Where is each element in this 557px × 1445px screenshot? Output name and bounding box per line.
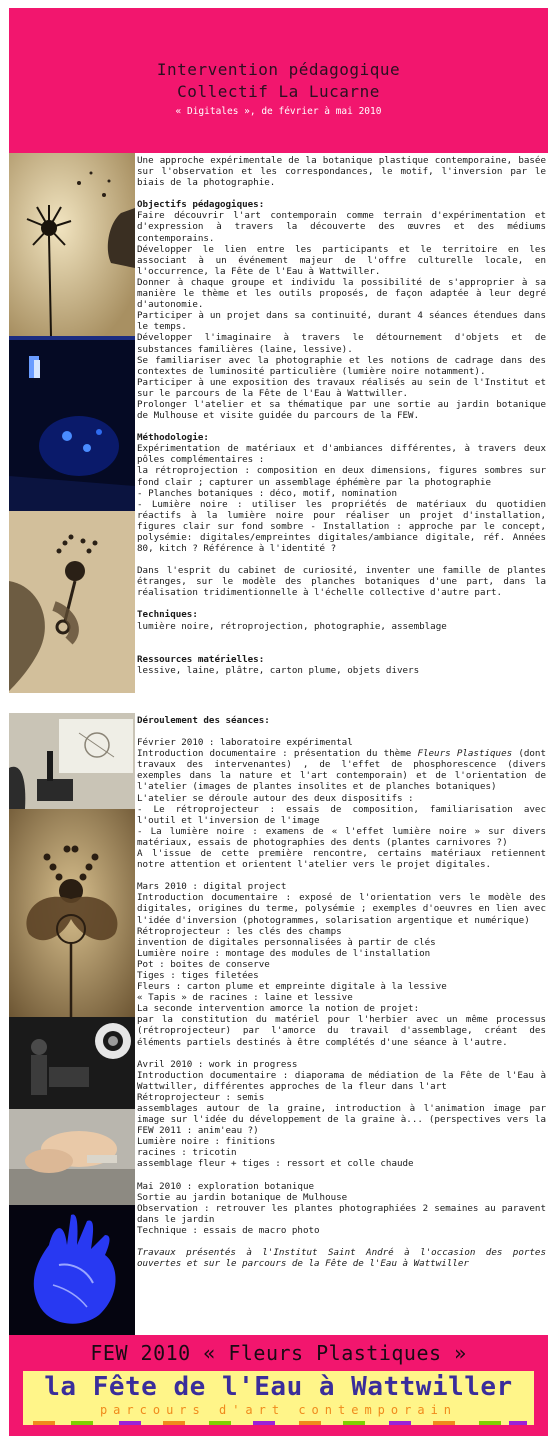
methodologie-item: la rétroprojection : composition en deux dimensions, figures sombres sur fond clair ; capturer un assemblage éphémère par la photographie: [137, 465, 546, 488]
mai-item: Technique : essais de macro photo: [137, 1224, 320, 1236]
logo-dash: [299, 1421, 321, 1425]
shadow-large-flower-photo: [9, 809, 135, 1017]
objectifs-heading: Objectifs pédagogiques:: [137, 199, 265, 211]
avril-item: Introduction documentaire : diaporama de médiation de la Fête de l'Eau à Wattwiller, différentes approches de la fleur dans l'art: [137, 1069, 546, 1092]
mars-item: « Tapis » de racines : laine et lessive: [137, 992, 353, 1004]
methodologie-item: - Lumière noire : utiliser les propriétés de matériaux du quotidien réactifs à la lumière noire pour réaliser un projet d'installation, figures clair sur fond sombre - Installation : approche par le concept, polysémie: digitales/empreintes digitales/ambiance digitale, réf. Années 80, kitch ? Référence à l'identité ?: [137, 498, 546, 555]
mars-item: invention de digitales personnalisées à partir de clés: [137, 936, 436, 948]
page-title-line1: Intervention pédagogique: [156, 60, 401, 79]
page-subtitle: « Digitales », de février à mai 2010: [175, 106, 382, 117]
objectif-item: Se familiariser avec la photographie et les notions de cadrage dans des contextes de luminosité particulière (lumière noire notamment).: [137, 354, 546, 377]
section-sessions: [9, 713, 548, 1335]
avril-item: Rétroprojecteur : semis: [137, 1091, 265, 1103]
avril-item: Lumière noire : finitions: [137, 1136, 276, 1148]
logo-dash: [71, 1421, 93, 1425]
curiosite-paragraph: Dans l'esprit du cabinet de curiosité, inventer une famille de plantes étranges, sur le modèle des planches botaniques d'une part, dans la réalisation tridimentionnelle à l'échelle collective d'autre part.: [137, 565, 546, 599]
shadow-flower-photo: [9, 153, 135, 336]
hands-working-photo: [9, 1109, 135, 1205]
mars-item: Fleurs : carton plume et empreinte digitale à la lessive: [137, 981, 447, 993]
overhead-projector-photo: [9, 713, 135, 809]
logo-dash: [119, 1421, 141, 1425]
methodologie-item: - Planches botaniques : déco, motif, nomination: [137, 487, 397, 499]
methodologie-heading: Méthodologie:: [137, 432, 209, 444]
objectif-item: Développer le lien entre les participants et le territoire en les associant à un événement majeur de l'offre culturelle locale, en l'occurrence, la Fête de l'Eau à Wattwiller.: [137, 243, 546, 277]
techniques-text: lumière noire, rétroprojection, photographie, assemblage: [137, 620, 447, 632]
blacklight-handprint-photo: [9, 1205, 135, 1335]
logo-dash: [509, 1421, 527, 1425]
workshop-dark-photo: [9, 1017, 135, 1109]
mars-title: Mars 2010 : digital project: [137, 881, 287, 893]
fevrier-item: L'atelier se déroule autour des deux dispositifs :: [137, 792, 414, 804]
objectif-item: Participer à une exposition des travaux réalisés au sein de l'Institut et sur le parcours de la Fête de l'Eau à Wattwiller.: [137, 376, 546, 399]
mars-item: Tiges : tiges filetées: [137, 969, 259, 981]
logo-dash: [163, 1421, 185, 1425]
fevrier-item: - Le rétroprojecteur : essais de composition, familiarisation avec l'outil et l'inversion de l'image: [137, 803, 546, 826]
avril-item: assemblages autour de la graine, introduction à l'animation image par image sur l'idée du développement de la graine à... (perspectives vers la FEW 2011 : anim'eau ?): [137, 1103, 546, 1137]
mars-item: par la constitution du matériel pour l'herbier avec un même processus (rétroprojecteur) par l'amorce du travail d'assemblage, créant des éléments partiels destinés à être complétés d'une séance à l'autre.: [137, 1014, 546, 1048]
fevrier-item: A l'issue de cette première rencontre, certains matériaux retiennent notre attention et orientent l'atelier vers le projet digitales.: [137, 848, 546, 871]
avril-item: racines : tricotin: [137, 1147, 237, 1159]
logo-subtitle: parcours d'art contemporain: [99, 1403, 458, 1417]
objectif-item: Prolonger l'atelier et sa thématique par une sortie au jardin botanique de Mulhouse et visite guidée du parcours de la FEW.: [137, 398, 546, 422]
avril-item: assemblage fleur + tiges : ressort et colle chaude: [137, 1158, 414, 1170]
objectif-item: Développer l'imaginaire à travers le détournement d'objets et de substances familières (laine, lessive).: [137, 332, 546, 355]
intro-paragraph: Une approche expérimentale de la botanique plastique contemporaine, basée sur l'observation et les correspondances, le motif, l'inversion par le biais de la photographie.: [137, 155, 546, 189]
page-title-line2: Collectif La Lucarne: [177, 82, 380, 101]
mars-item: Rétroprojecteur : les clés des champs: [137, 925, 342, 937]
methodologie-item: Expérimentation de matériaux et d'ambiances différentes, à travers deux pôles complémentaires :: [137, 443, 546, 466]
footer-banner: [9, 1335, 548, 1436]
fevrier-title: Février 2010 : laboratoire expérimental: [137, 737, 353, 749]
logo-dash: [209, 1421, 231, 1425]
objectives-text: [137, 155, 546, 676]
logo-title: la Fête de l'Eau à Wattwiller: [44, 1372, 513, 1402]
mars-item: Pot : boites de conserve: [137, 958, 270, 970]
header-banner: [9, 8, 548, 153]
mai-item: Sortie au jardin botanique de Mulhouse: [137, 1191, 348, 1203]
ressources-heading: Ressources matérielles:: [137, 653, 265, 665]
sessions-heading: Déroulement des séances:: [137, 715, 270, 726]
avril-title: Avril 2010 : work in progress: [137, 1058, 298, 1070]
logo-dash: [479, 1421, 501, 1425]
sessions-text: [137, 715, 546, 1269]
logo-dash: [433, 1421, 455, 1425]
objectif-item: Faire découvrir l'art contemporain comme terrain d'expérimentation et d'expression à travers la découverte des œuvres et des médiums contemporains.: [137, 210, 546, 244]
shadow-hand-key-photo: [9, 511, 135, 693]
mars-item: Lumière noire : montage des modules de l'installation: [137, 947, 431, 959]
logo-dash: [253, 1421, 275, 1425]
festival-logo: [23, 1371, 534, 1425]
fleurs-plastiques-emphasis: Fleurs Plastiques: [417, 748, 513, 760]
techniques-heading: Techniques:: [137, 609, 198, 621]
mars-item: Introduction documentaire : exposé de l'orientation vers le modèle des digitales, origines du terme, polysémie ; exemples d'oeuvres en lien avec l'idée d'inversion (photogrammes, solarisation argentique et numérique): [137, 892, 546, 926]
ressources-text: lessive, laine, plâtre, carton plume, objets divers: [137, 664, 420, 676]
footer-title: FEW 2010 « Fleurs Plastiques »: [90, 1341, 467, 1365]
logo-dash: [389, 1421, 411, 1425]
closing-note: Travaux présentés à l'Institut Saint André à l'occasion des portes ouvertes et sur le parcours de la Fête de l'Eau à Wattwiller: [137, 1247, 546, 1270]
blacklight-room-photo: [9, 336, 135, 511]
fevrier-intro: Introduction documentaire : présentation du thème Fleurs Plastiques (dont travaux des intervenantes) , de l'effet de phosphorescence (divers exemples dans la nature et l'art contemporain) et de l'orientation de l'atelier (images de plantes insolites et de planches botaniques): [137, 748, 546, 793]
section-objectives: [9, 153, 548, 693]
mars-item: La seconde intervention amorce la notion de projet:: [137, 1003, 420, 1015]
objectif-item: Participer à un projet dans sa continuité, durant 4 séances étendues dans le temps.: [137, 310, 546, 333]
mai-item: Observation : retrouver les plantes photographiées 2 semaines au paravent dans le jardin: [137, 1202, 546, 1225]
logo-dash: [33, 1421, 55, 1425]
logo-dash: [343, 1421, 365, 1425]
mai-title: Mai 2010 : exploration botanique: [137, 1180, 315, 1192]
objectif-item: Donner à chaque groupe et individu la possibilité de s'approprier à sa manière le thème et les outils proposés, de façon adaptée à leur degré d'autonomie.: [137, 276, 546, 311]
fevrier-item: - La lumière noire : examens de « l'effet lumière noire » sur divers matériaux, essais de photographies des dents (plantes carnivores ?): [137, 825, 546, 848]
